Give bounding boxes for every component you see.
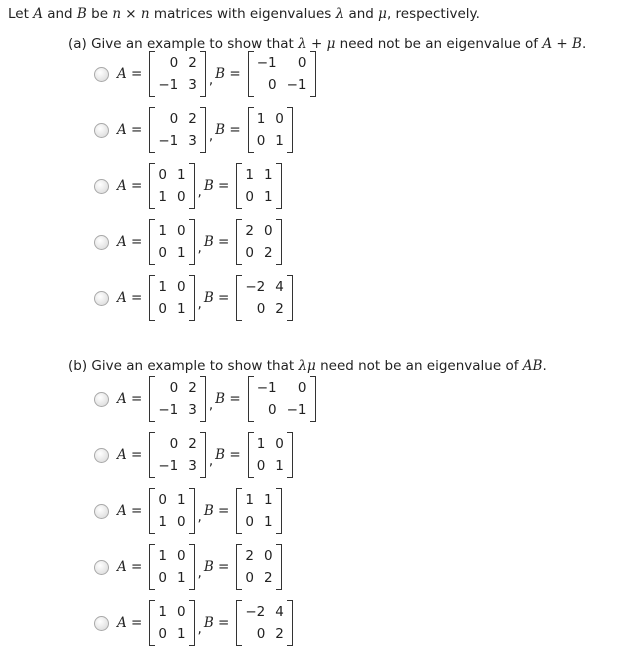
matrix-entry: 0 bbox=[275, 111, 284, 127]
matrix-entry: −1 bbox=[158, 77, 179, 93]
label-a: A = bbox=[117, 178, 143, 194]
matrix-entry: 2 bbox=[275, 626, 284, 642]
matrix-entry: 1 bbox=[176, 167, 186, 183]
label-b: B = bbox=[203, 559, 230, 575]
label-a: A = bbox=[117, 447, 143, 463]
matrix-entry: 1 bbox=[263, 189, 273, 205]
matrix-entry: 3 bbox=[188, 458, 197, 474]
matrix-entry: 0 bbox=[176, 604, 186, 620]
matrix-entry: 2 bbox=[245, 548, 254, 564]
option-a-4[interactable] bbox=[94, 218, 285, 266]
matrix-entry: 0 bbox=[297, 55, 307, 71]
matrix-a bbox=[149, 378, 206, 420]
matrix-entry: 1 bbox=[263, 514, 273, 530]
comma: , bbox=[197, 240, 202, 256]
matrix-entry: 0 bbox=[245, 514, 254, 530]
radio-button[interactable] bbox=[94, 616, 109, 631]
matrix-entry: 0 bbox=[169, 436, 179, 452]
label-a: A = bbox=[117, 391, 143, 407]
label-b: B = bbox=[203, 290, 230, 306]
matrix-b bbox=[248, 53, 316, 95]
matrix-entry: 1 bbox=[245, 167, 254, 183]
option-b-2[interactable] bbox=[94, 431, 296, 479]
label-b: B = bbox=[215, 447, 241, 463]
matrix-entry: 2 bbox=[263, 570, 273, 586]
matrix-a bbox=[149, 602, 194, 644]
radio-button[interactable] bbox=[94, 448, 109, 463]
comma: , bbox=[197, 296, 202, 312]
matrix-b bbox=[236, 602, 293, 644]
matrix-entry: 0 bbox=[158, 626, 167, 642]
matrix-entry: 0 bbox=[158, 570, 167, 586]
matrix-entry: 0 bbox=[268, 402, 277, 418]
matrix-entry: 0 bbox=[268, 77, 277, 93]
matrix-entry: 1 bbox=[263, 492, 273, 508]
matrix-entry: 0 bbox=[158, 301, 167, 317]
matrix-entry: −1 bbox=[256, 380, 277, 396]
matrix-entry: 2 bbox=[263, 245, 273, 261]
part-a-prompt: (a) Give an example to show that λ + μ need not be an eigenvalue of A + B. bbox=[68, 36, 587, 52]
option-a-2[interactable] bbox=[94, 106, 296, 154]
matrix-entry: −1 bbox=[256, 55, 277, 71]
matrix-entry: 1 bbox=[158, 223, 167, 239]
matrix-b bbox=[248, 378, 316, 420]
part-b-prompt: (b) Give an example to show that λμ need not be an eigenvalue of AB. bbox=[68, 358, 547, 374]
radio-button[interactable] bbox=[94, 504, 109, 519]
matrix-entry: 1 bbox=[245, 492, 254, 508]
comma: , bbox=[197, 565, 202, 581]
matrix-entry: 0 bbox=[256, 626, 266, 642]
matrix-a bbox=[149, 277, 194, 319]
matrix-entry: 0 bbox=[263, 548, 273, 564]
radio-button[interactable] bbox=[94, 123, 109, 138]
label-a: A = bbox=[117, 503, 143, 519]
radio-button[interactable] bbox=[94, 291, 109, 306]
matrix-entry: 0 bbox=[245, 570, 254, 586]
matrix-entry: 1 bbox=[176, 301, 186, 317]
matrix-entry: 2 bbox=[188, 55, 197, 71]
matrix-b bbox=[236, 490, 281, 532]
matrix-entry: 4 bbox=[275, 279, 284, 295]
matrix-entry: 2 bbox=[188, 436, 197, 452]
matrix-b bbox=[236, 546, 281, 588]
matrix-entry: 1 bbox=[158, 279, 167, 295]
label-b: B = bbox=[215, 391, 241, 407]
matrix-entry: 2 bbox=[188, 111, 197, 127]
radio-button[interactable] bbox=[94, 560, 109, 575]
matrix-entry: 1 bbox=[263, 167, 273, 183]
comma: , bbox=[197, 509, 202, 525]
matrix-b bbox=[236, 277, 293, 319]
matrix-entry: 0 bbox=[176, 189, 186, 205]
matrix-entry: 0 bbox=[176, 279, 186, 295]
matrix-b bbox=[236, 221, 281, 263]
matrix-entry: 0 bbox=[256, 458, 266, 474]
matrix-a bbox=[149, 53, 206, 95]
matrix-entry: 0 bbox=[158, 492, 167, 508]
matrix-entry: 0 bbox=[158, 167, 167, 183]
matrix-entry: 1 bbox=[275, 458, 284, 474]
matrix-entry: 1 bbox=[158, 548, 167, 564]
matrix-entry: 0 bbox=[176, 514, 186, 530]
matrix-a bbox=[149, 490, 194, 532]
label-a: A = bbox=[117, 615, 143, 631]
matrix-entry: 1 bbox=[158, 189, 167, 205]
option-a-1[interactable] bbox=[94, 50, 319, 98]
matrix-entry: 0 bbox=[256, 133, 266, 149]
matrix-entry: 2 bbox=[245, 223, 254, 239]
matrix-entry: 1 bbox=[275, 133, 284, 149]
comma: , bbox=[208, 128, 214, 144]
matrix-entry: 4 bbox=[275, 604, 284, 620]
radio-button[interactable] bbox=[94, 179, 109, 194]
matrix-entry: 0 bbox=[169, 380, 179, 396]
radio-button[interactable] bbox=[94, 392, 109, 407]
matrix-entry: 0 bbox=[176, 548, 186, 564]
matrix-entry: 3 bbox=[188, 133, 197, 149]
label-b: B = bbox=[203, 234, 230, 250]
matrix-b bbox=[236, 165, 281, 207]
label-b: B = bbox=[215, 66, 241, 82]
matrix-entry: 0 bbox=[256, 301, 266, 317]
matrix-entry: 1 bbox=[176, 492, 186, 508]
matrix-entry: 0 bbox=[263, 223, 273, 239]
option-a-5[interactable] bbox=[94, 274, 296, 322]
matrix-entry: 0 bbox=[275, 436, 284, 452]
label-b: B = bbox=[203, 503, 230, 519]
question-intro: Let A and B be n × n matrices with eigenvalues λ and μ, respectively. bbox=[8, 6, 480, 22]
matrix-entry: 1 bbox=[256, 111, 266, 127]
label-b: B = bbox=[203, 178, 230, 194]
matrix-b bbox=[248, 109, 293, 151]
matrix-entry: 1 bbox=[256, 436, 266, 452]
option-b-5[interactable] bbox=[94, 599, 296, 647]
option-b-4[interactable] bbox=[94, 543, 285, 591]
matrix-entry: 3 bbox=[188, 77, 197, 93]
radio-button[interactable] bbox=[94, 235, 109, 250]
matrix-entry: 0 bbox=[245, 189, 254, 205]
matrix-a bbox=[149, 109, 206, 151]
matrix-a bbox=[149, 221, 194, 263]
label-b: B = bbox=[203, 615, 230, 631]
matrix-entry: 3 bbox=[188, 402, 197, 418]
matrix-entry: 1 bbox=[176, 570, 186, 586]
matrix-entry: 0 bbox=[176, 223, 186, 239]
label-a: A = bbox=[117, 234, 143, 250]
matrix-a bbox=[149, 165, 194, 207]
matrix-entry: 1 bbox=[176, 626, 186, 642]
matrix-a bbox=[149, 434, 206, 476]
matrix-entry: 1 bbox=[176, 245, 186, 261]
matrix-entry: −1 bbox=[158, 458, 179, 474]
matrix-entry: −1 bbox=[158, 402, 179, 418]
comma: , bbox=[208, 72, 214, 88]
matrix-entry: 0 bbox=[169, 111, 179, 127]
matrix-entry: 0 bbox=[245, 245, 254, 261]
matrix-entry: 1 bbox=[158, 604, 167, 620]
comma: , bbox=[208, 397, 214, 413]
matrix-entry: 0 bbox=[297, 380, 307, 396]
option-b-3[interactable] bbox=[94, 487, 285, 535]
label-b: B = bbox=[215, 122, 241, 138]
comma: , bbox=[197, 184, 202, 200]
label-a: A = bbox=[117, 559, 143, 575]
matrix-a bbox=[149, 546, 194, 588]
matrix-entry: 0 bbox=[158, 245, 167, 261]
comma: , bbox=[197, 621, 202, 637]
matrix-entry: −1 bbox=[286, 402, 307, 418]
matrix-entry: 0 bbox=[169, 55, 179, 71]
option-b-1[interactable] bbox=[94, 375, 319, 423]
matrix-entry: 1 bbox=[158, 514, 167, 530]
label-a: A = bbox=[117, 290, 143, 306]
label-a: A = bbox=[117, 122, 143, 138]
matrix-entry: −1 bbox=[158, 133, 179, 149]
matrix-entry: 2 bbox=[275, 301, 284, 317]
matrix-entry: 2 bbox=[188, 380, 197, 396]
matrix-entry: −2 bbox=[245, 604, 266, 620]
matrix-b bbox=[248, 434, 293, 476]
option-a-3[interactable] bbox=[94, 162, 285, 210]
label-a: A = bbox=[117, 66, 143, 82]
matrix-entry: −1 bbox=[286, 77, 307, 93]
radio-button[interactable] bbox=[94, 67, 109, 82]
comma: , bbox=[208, 453, 214, 469]
matrix-entry: −2 bbox=[245, 279, 266, 295]
